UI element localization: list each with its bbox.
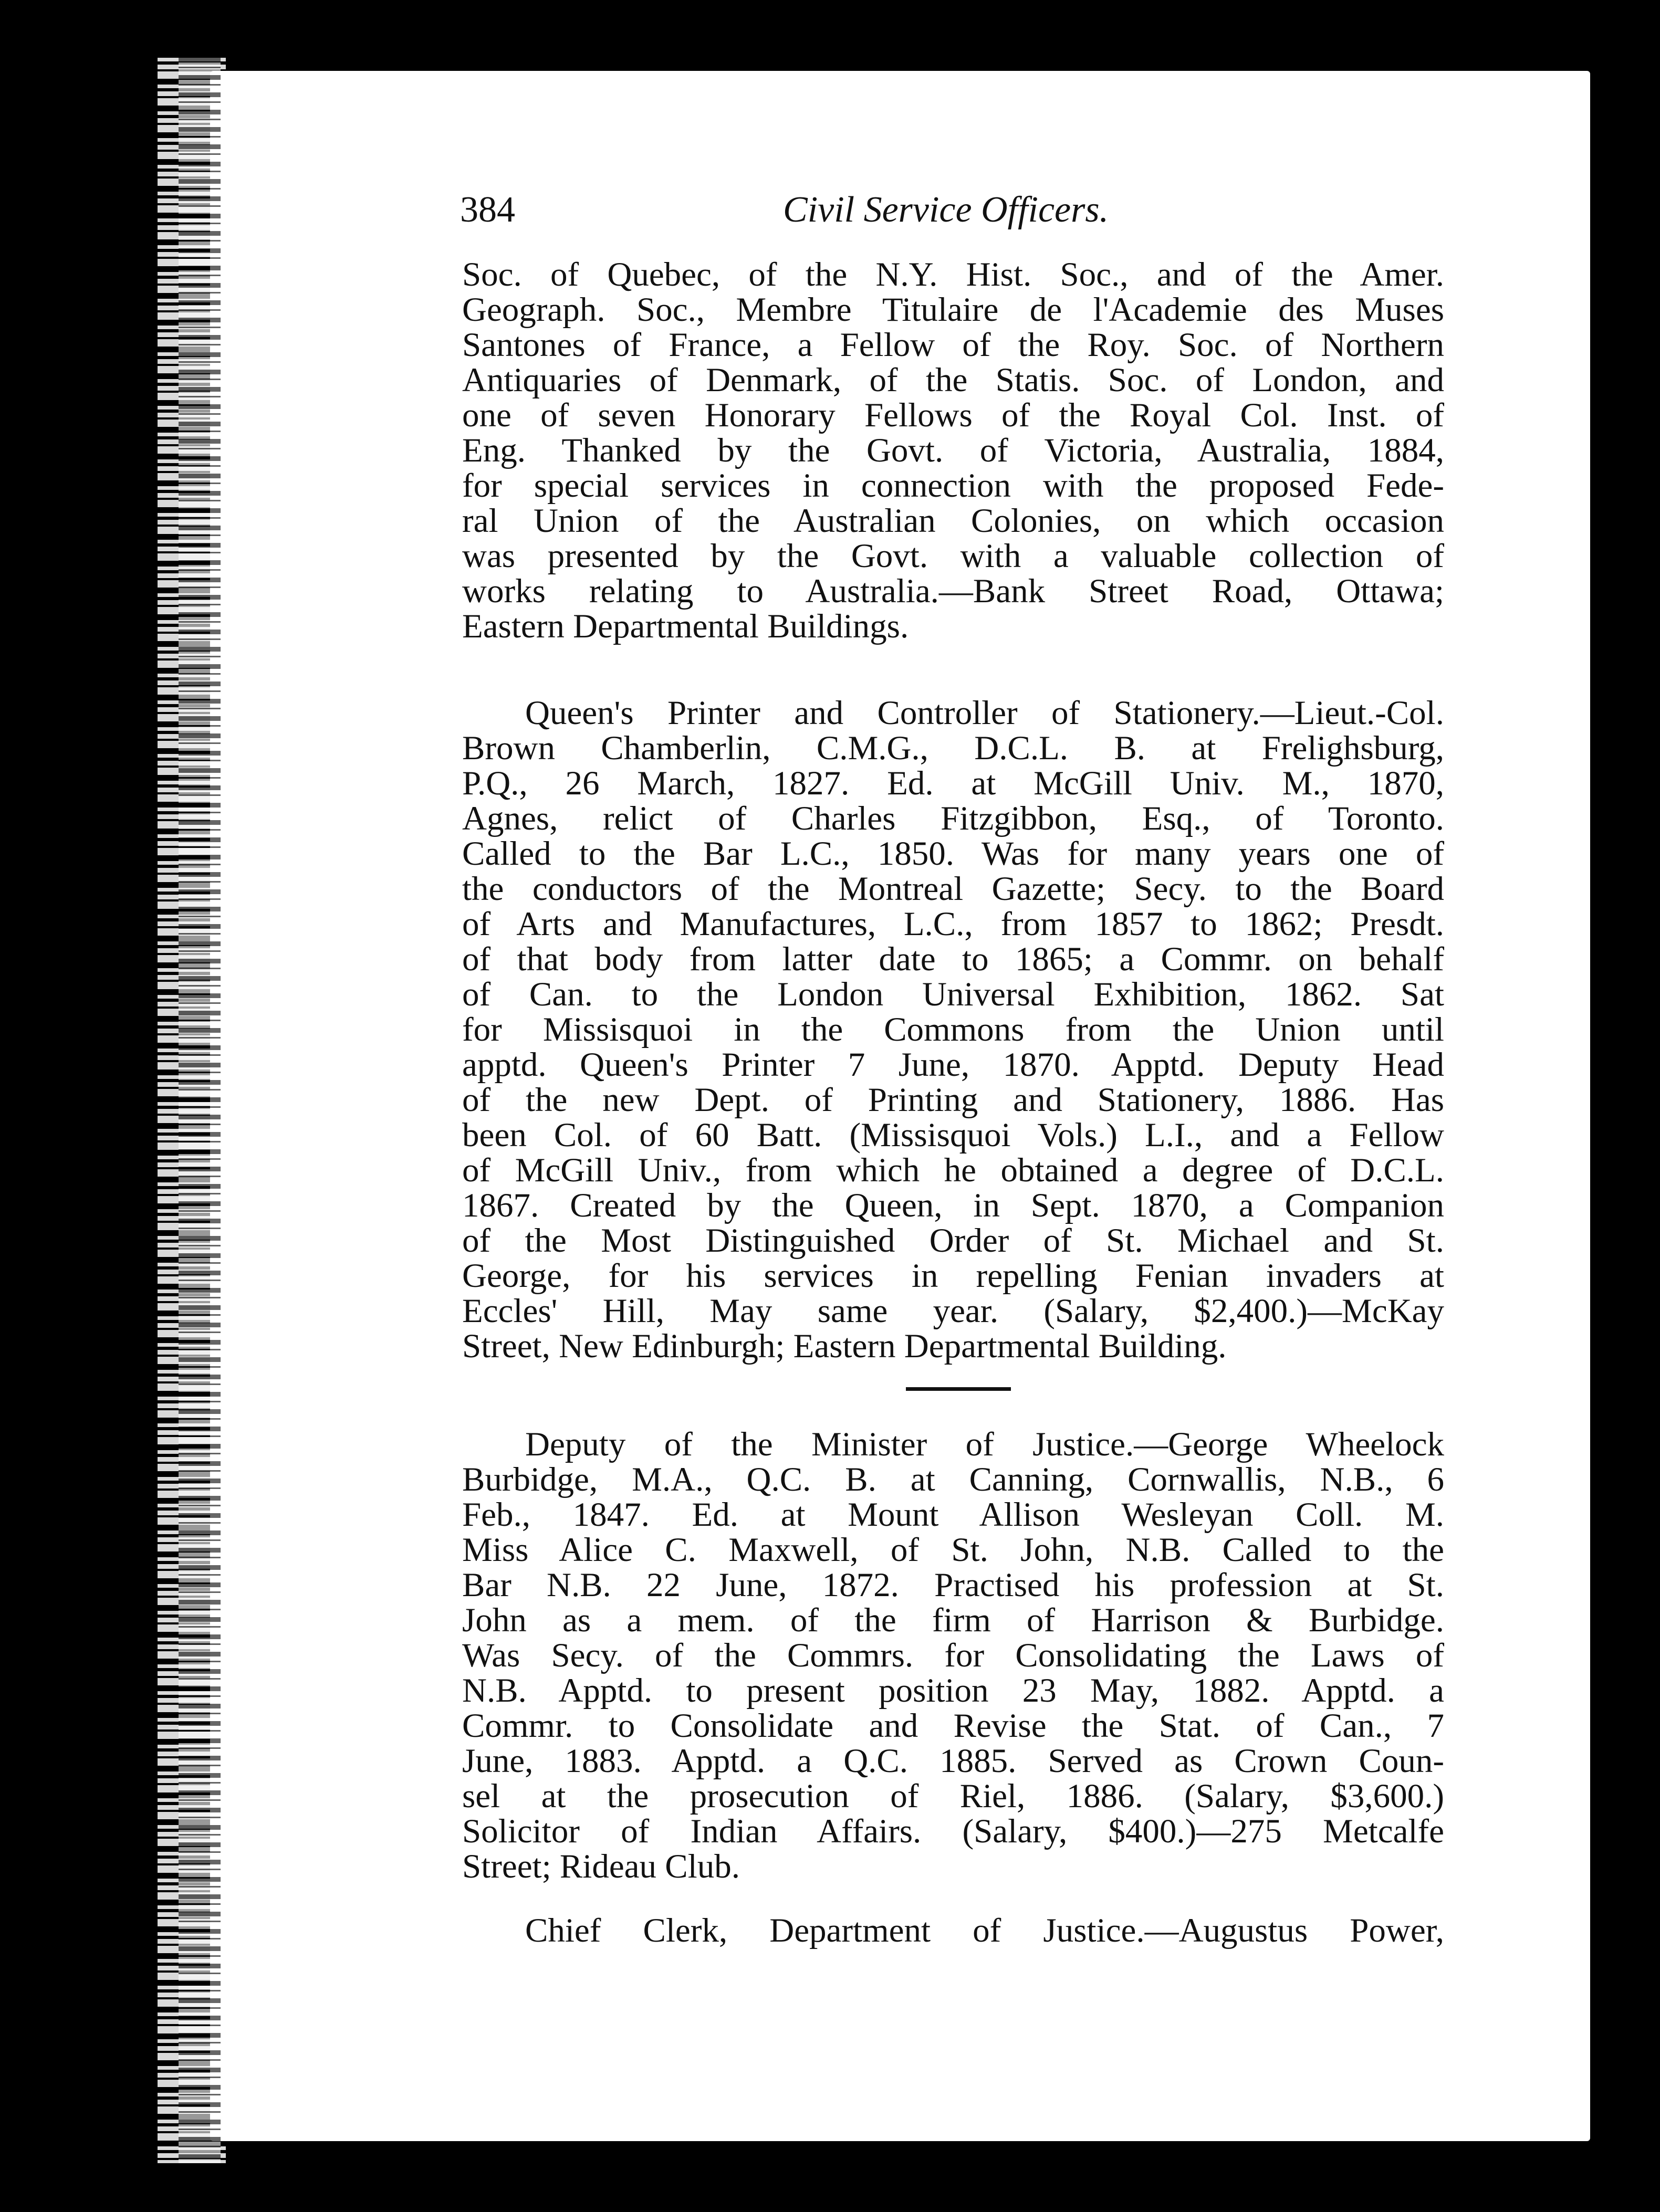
running-title: Civil Service Officers. [783,190,1109,230]
text-line: Eccles' Hill, May same year. (Salary, $2,400.)—McKay [462,1292,1444,1330]
text-line: Street, New Edinburgh; Eastern Departmental Building. [462,1327,1227,1365]
entry-heading-line: Queen's Printer and Controller of Stationery.—Lieut.-Col. [525,694,1444,732]
paragraph-gap [462,1884,1444,1913]
text-line: George, for his services in repelling Fenian invaders at [462,1257,1444,1295]
text-line: Burbidge, M.A., Q.C. B. at Canning, Cornwallis, N.B., 6 [462,1461,1444,1498]
text-line: of the Most Distinguished Order of St. Michael and St. [462,1222,1444,1260]
text-line: N.B. Apptd. to present position 23 May, 1882. Apptd. a [462,1672,1444,1710]
text-line: for special services in connection with the proposed Fede- [462,467,1444,505]
text-line: P.Q., 26 March, 1827. Ed. at McGill Univ. M., 1870, [462,764,1444,802]
text-line: Brown Chamberlin, C.M.G., D.C.L. B. at Frelighsburg, [462,729,1444,767]
body-text [462,257,1444,1948]
text-line: was presented by the Govt. with a valuable collection of [462,537,1444,575]
text-line: Miss Alice C. Maxwell, of St. John, N.B. Called to the [462,1531,1444,1569]
text-line: Agnes, relict of Charles Fitzgibbon, Esq., of Toronto. [462,800,1444,837]
text-line: sel at the prosecution of Riel, 1886. (Salary, $3,600.) [462,1777,1444,1815]
entry-paragraph [462,1913,1444,1948]
text-line: Commr. to Consolidate and Revise the Stat. of Can., 7 [462,1707,1444,1745]
text-line: Street; Rideau Club. [462,1848,740,1885]
text-line: Feb., 1847. Ed. at Mount Allison Wesleyan Coll. M. [462,1496,1444,1534]
text-line: one of seven Honorary Fellows of the Royal Col. Inst. of [462,396,1444,434]
paragraph-gap [462,644,1444,696]
entry-paragraph [462,696,1444,1364]
text-line: of Can. to the London Universal Exhibition, 1862. Sat [462,976,1444,1013]
entry-paragraph [462,257,1444,644]
text-line: Was Secy. of the Commrs. for Consolidating the Laws of [462,1637,1444,1674]
entry-heading-line: Chief Clerk, Department of Justice.—Augustus Power, [525,1912,1444,1949]
text-line: Santones of France, a Fellow of the Roy. Soc. of Northern [462,326,1444,364]
text-line: apptd. Queen's Printer 7 June, 1870. Apptd. Deputy Head [462,1046,1444,1084]
text-line: Geograph. Soc., Membre Titulaire de l'Academie des Muses [462,291,1444,329]
scan-gutter-edge [179,58,221,2163]
text-line: of the new Dept. of Printing and Stationery, 1886. Has [462,1081,1444,1119]
text-line: of Arts and Manufactures, L.C., from 1857 to 1862; Presdt. [462,905,1444,943]
text-line: the conductors of the Montreal Gazette; Secy. to the Board [462,870,1444,908]
text-line: for Missisquoi in the Commons from the Union until [462,1011,1444,1049]
page-header [460,189,1111,236]
text-line: Bar N.B. 22 June, 1872. Practised his profession at St. [462,1566,1444,1604]
entry-paragraph [462,1427,1444,1884]
text-line: been Col. of 60 Batt. (Missisquoi Vols.) L.I., and a Fellow [462,1116,1444,1154]
text-line: ral Union of the Australian Colonies, on which occasion [462,502,1444,540]
section-divider [906,1387,1011,1391]
text-line: John as a mem. of the firm of Harrison & Burbidge. [462,1601,1444,1639]
text-line: of McGill Univ., from which he obtained a degree of D.C.L. [462,1151,1444,1189]
text-line: Eastern Departmental Buildings. [462,607,909,645]
text-line: Called to the Bar L.C., 1850. Was for many years one of [462,835,1444,873]
text-line: Antiquaries of Denmark, of the Statis. Soc. of London, and [462,361,1444,399]
text-line: June, 1883. Apptd. a Q.C. 1885. Served as Crown Coun- [462,1742,1444,1780]
text-line: Eng. Thanked by the Govt. of Victoria, Australia, 1884, [462,432,1444,469]
text-line: works relating to Australia.—Bank Street Road, Ottawa; [462,572,1444,610]
text-line: 1867. Created by the Queen, in Sept. 1870, a Companion [462,1187,1444,1224]
text-line: Solicitor of Indian Affairs. (Salary, $400.)—275 Metcalfe [462,1812,1444,1850]
text-line: Soc. of Quebec, of the N.Y. Hist. Soc., and of the Amer. [462,256,1444,293]
page-number: 384 [460,190,515,230]
entry-heading-line: Deputy of the Minister of Justice.—George Wheelock [525,1425,1444,1463]
text-line: of that body from latter date to 1865; a Commr. on behalf [462,940,1444,978]
